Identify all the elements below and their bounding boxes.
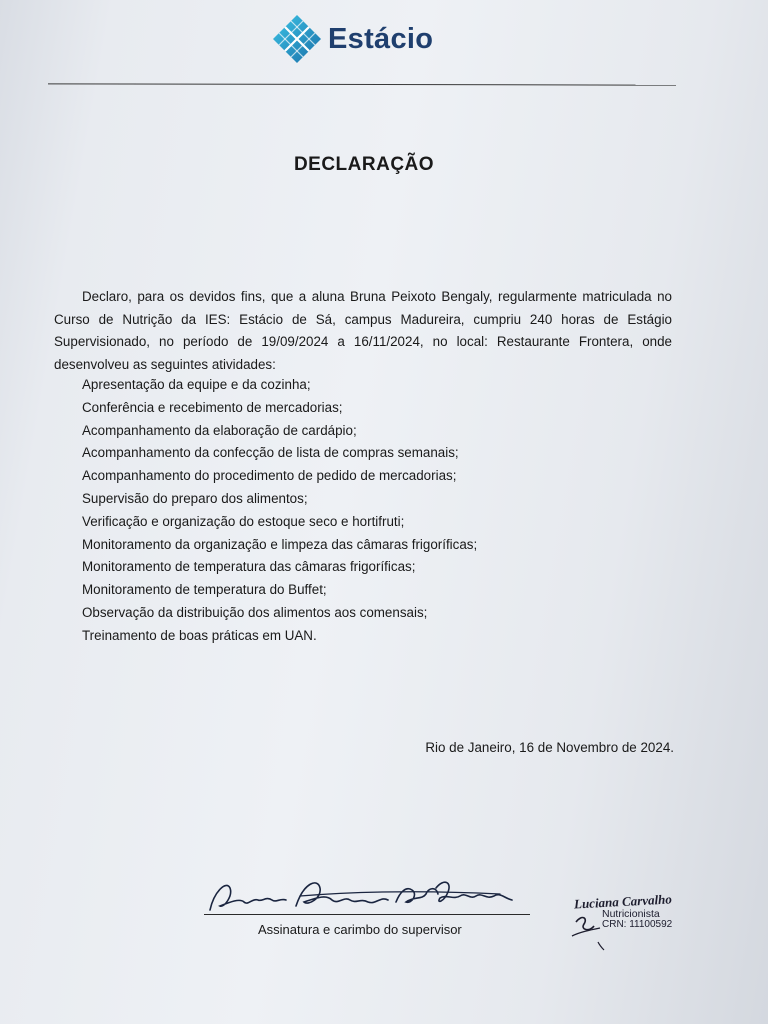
- stamp-name: Luciana Carvalho: [573, 891, 673, 912]
- header-divider: [48, 83, 676, 85]
- date-line: Rio de Janeiro, 16 de Novembro de 2024.: [425, 740, 674, 755]
- activities-list: [82, 374, 477, 648]
- list-item: Supervisão do preparo dos alimentos;: [82, 490, 308, 506]
- declaration-paragraph: Declaro, para os devidos fins, que a aluna Bruna Peixoto Bengaly, regularmente matriculada no Curso de Nutrição da IES: Estácio de Sá, campus Madureira, cumpriu 240 horas de Estágio Supervisionado, no período de 19/09/2024 a 16/11/2024, no local: Restaurante Frontera, onde desenvolveu as seguintes atividades:: [54, 289, 672, 372]
- list-item: Conferência e recebimento de mercadorias;: [82, 399, 343, 415]
- estacio-logo: [272, 14, 433, 64]
- signature-caption: Assinatura e carimbo do supervisor: [258, 922, 462, 937]
- list-item: Acompanhamento da confecção de lista de compras semanais;: [82, 445, 459, 461]
- signature-line: [204, 914, 530, 915]
- list-item: Treinamento de boas práticas em UAN.: [82, 627, 317, 643]
- list-item: Acompanhamento da elaboração de cardápio;: [82, 422, 357, 438]
- document-title: DECLARAÇÃO: [293, 154, 435, 175]
- estacio-diamond-logo-icon: [272, 14, 322, 64]
- list-item: Monitoramento da organização e limpeza das câmaras frigoríficas;: [82, 536, 478, 552]
- nutritionist-stamp: [568, 892, 678, 952]
- list-item: Observação da distribuição dos alimentos aos comensais;: [82, 604, 428, 620]
- list-item: Monitoramento de temperatura do Buffet;: [82, 582, 327, 598]
- logo-text: Estácio: [328, 22, 434, 55]
- stamp-role: Nutricionista: [602, 908, 660, 920]
- list-item: Monitoramento de temperatura das câmaras frigoríficas;: [82, 559, 416, 575]
- signature-block: [200, 872, 540, 942]
- list-item: Acompanhamento do procedimento de pedido de mercadorias;: [82, 468, 457, 484]
- list-item: Apresentação da equipe e da cozinha;: [82, 377, 311, 392]
- handwritten-signature: [200, 872, 540, 920]
- stamp-crn: CRN: 11100592: [602, 919, 673, 930]
- list-item: Verificação e organização do estoque seco e hortifruti;: [82, 513, 405, 529]
